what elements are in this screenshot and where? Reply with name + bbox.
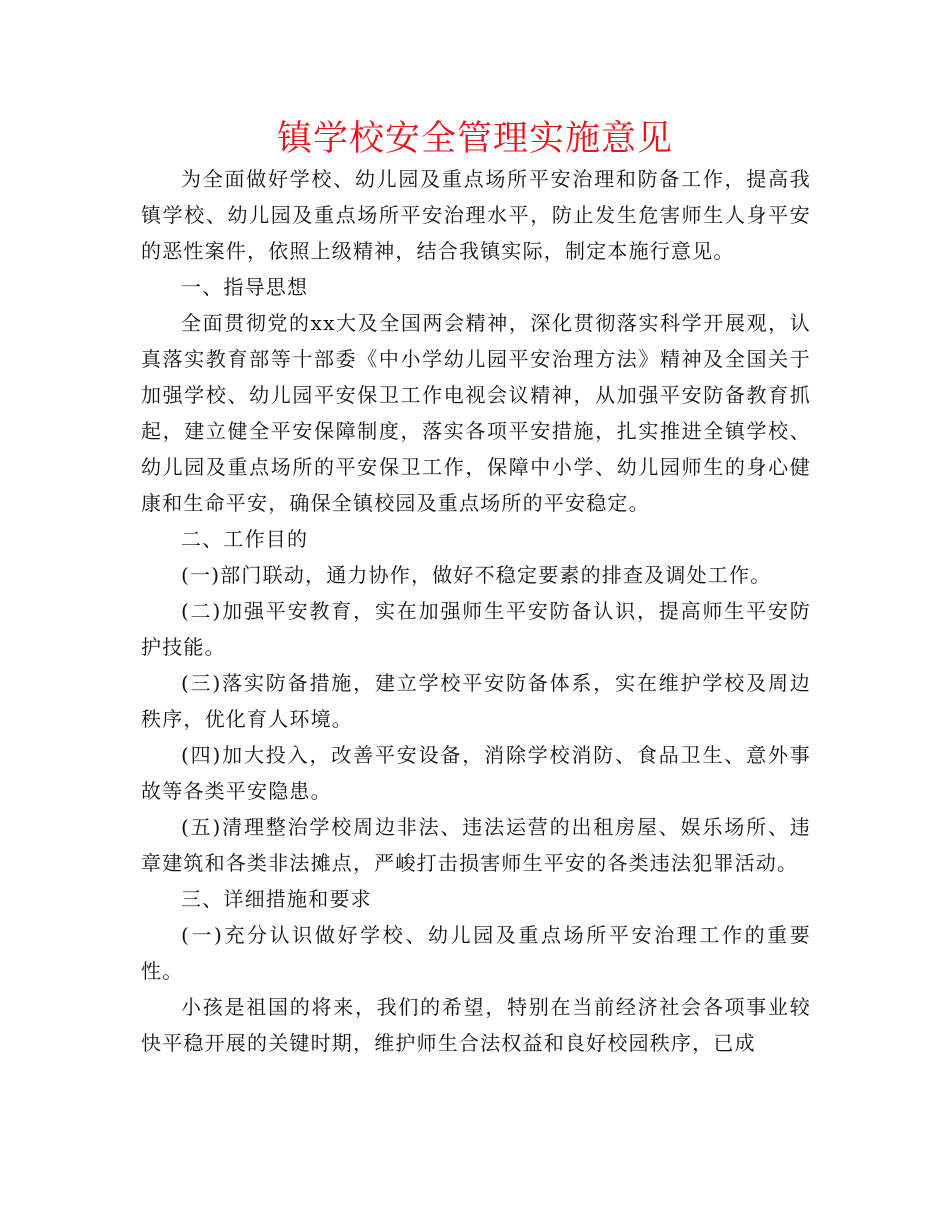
- document-body: [141, 161, 811, 1061]
- goal-item-3: (三)落实防备措施，建立学校平安防备体系，实在维护学校及周边秩序，优化育人环境。: [141, 671, 811, 731]
- goal-item-2: (二)加强平安教育，实在加强师生平安防备认识，提高师生平安防护技能。: [141, 599, 811, 659]
- document-title: 镇学校安全管理实施意见: [276, 119, 673, 159]
- heading-measures: 三、详细措施和要求: [181, 887, 372, 911]
- goal-item-5: (五)清理整治学校周边非法、违法运营的出租房屋、娱乐场所、违章建筑和各类非法摊点，严峻打击损害师生平安的各类违法犯罪活动。: [141, 815, 811, 875]
- goal-item-1: (一)部门联动，通力协作，做好不稳定要素的排查及调处工作。: [181, 563, 772, 587]
- paragraph-intro: 为全面做好学校、幼儿园及重点场所平安治理和防备工作，提高我镇学校、幼儿园及重点场所平安治理水平，防止发生危害师生人身平安的恶性案件，依照上级精神，结合我镇实际，制定本施行意见。: [141, 167, 811, 263]
- heading-work-goals: 二、工作目的: [181, 527, 309, 551]
- paragraph-measure-1: 小孩是祖国的将来，我们的希望，特别在当前经济社会各项事业较快平稳开展的关键时期，维护师生合法权益和良好校园秩序，已成: [141, 995, 811, 1055]
- paragraph-guiding-ideology: 全面贯彻党的xx大及全国两会精神，深化贯彻落实科学开展观，认真落实教育部等十部委《中小学幼儿园平安治理方法》精神及全国关于加强学校、幼儿园平安保卫工作电视会议精神，从加强平安防备教育抓起，建立健全平安保障制度，落实各项平安措施，扎实推进全镇学校、幼儿园及重点场所的平安保卫工作，保障中小学、幼儿园师生的身心健康和生命平安，确保全镇校园及重点场所的平安稳定。: [141, 311, 811, 515]
- measure-item-1: (一)充分认识做好学校、幼儿园及重点场所平安治理工作的重要性。: [141, 923, 811, 983]
- goal-item-4: (四)加大投入，改善平安设备，消除学校消防、食品卫生、意外事故等各类平安隐患。: [141, 743, 811, 803]
- heading-guiding-ideology: 一、指导思想: [181, 275, 309, 299]
